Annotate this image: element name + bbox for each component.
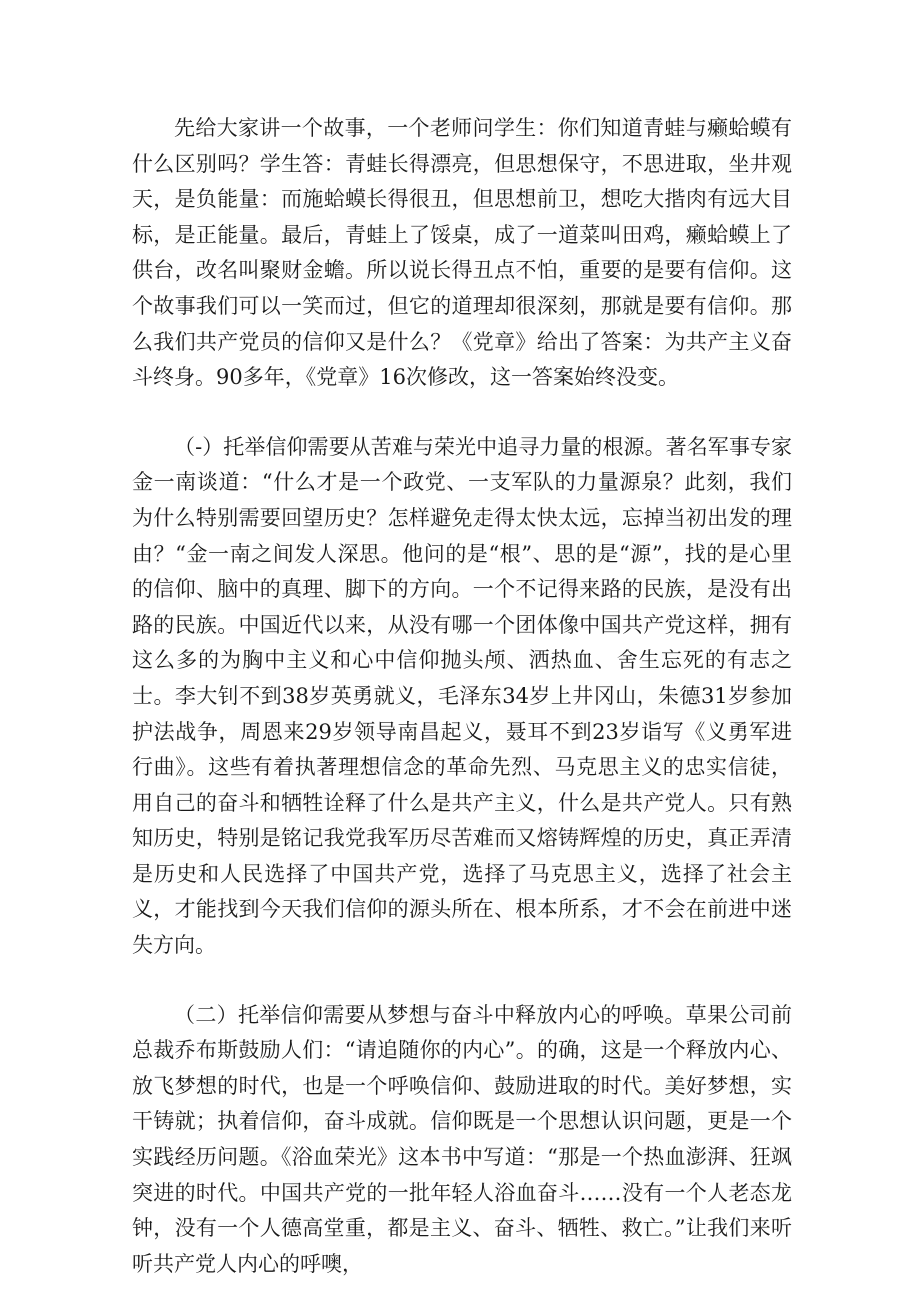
paragraph-section-two: （二）托举信仰需要从梦想与奋斗中释放内心的呼唤。草果公司前总裁乔布斯鼓励人们：“请追随你的内心”。的确，这是一个释放内心、放飞梦想的时代，也是一个呼唤信仰、鼓励进取的时代。美好梦想，实干铸就；执着信仰，奋斗成就。信仰既是一个思想认识问题，更是一个实践经历问题。《浴血荣光》这本书中写道：“那是一个热血澎湃、狂飒突进的时代。中国共产党的一批年轻人浴血奋斗……没有一个人老态龙钟，没有一个人德高堂重，都是主义、奋斗、牺牲、救亡。”让我们来听听共产党人内心的呼噢， xyxy=(132,1002,792,1276)
paragraph-story-intro: 先给大家讲一个故事，一个老师问学生：你们知道青蛙与癞蛤蟆有什么区别吗？学生答：青蛙长得漂亮，但思想保守，不思进取，坐井观天，是负能量：而施蛤蟆长得很丑，但思想前卫，想吃大揩肉有远大目标，是正能量。最后，青蛙上了馁桌，成了一道菜叫田鸡，癞蛤蟆上了供台，改名叫聚财金蟾。所以说长得丑点不怕，重要的是要有信仰。这个故事我们可以一笑而过，但它的道理却很深刻，那就是要有信仰。那么我们共产党员的信仰又是什么？《党章》给出了答案：为共产主义奋斗终身。90多年，《党章》16次修改，这一答案始终没变。 xyxy=(132,116,792,390)
paragraph-section-one: （-）托举信仰需要从苦难与荣光中追寻力量的根源。著名军事专家金一南谈道：“什么才是一个政党、一支军队的力量源泉？此刻，我们为什么特别需要回望历史？怎样避免走得太快太远，忘掉当初出发的理由？“金一南之间发人深思。他问的是“根”、思的是“源”，找的是心里的信仰、脑中的真理、脚下的方向。一个不记得来路的民族，是没有出路的民族。中国近代以来，从没有哪一个团体像中国共产党这样，拥有这么多的为胸中主义和心中信仰抛头颅、洒热血、舍生忘死的有志之士。李大钊不到38岁英勇就义，毛泽东34岁上井冈山，朱德31岁参加护法战争，周恩来29岁领导南昌起义，聂耳不到23岁诣写《义勇军进行曲》。这些有着执著理想信念的革命先烈、马克思主义的忠实信徒，用自己的奋斗和牺牲诠释了什么是共产主义，什么是共产党人。只有熟知历史，特别是铭记我党我军历尽苦难而又熔铸辉煌的历史，真正弄清是历史和人民选择了中国共产党，选择了马克思主义，选择了社会主义，才能找到今天我们信仰的源头所在、根本所系，才不会在前进中迷失方向。 xyxy=(132,434,792,958)
document-body xyxy=(132,111,792,1282)
